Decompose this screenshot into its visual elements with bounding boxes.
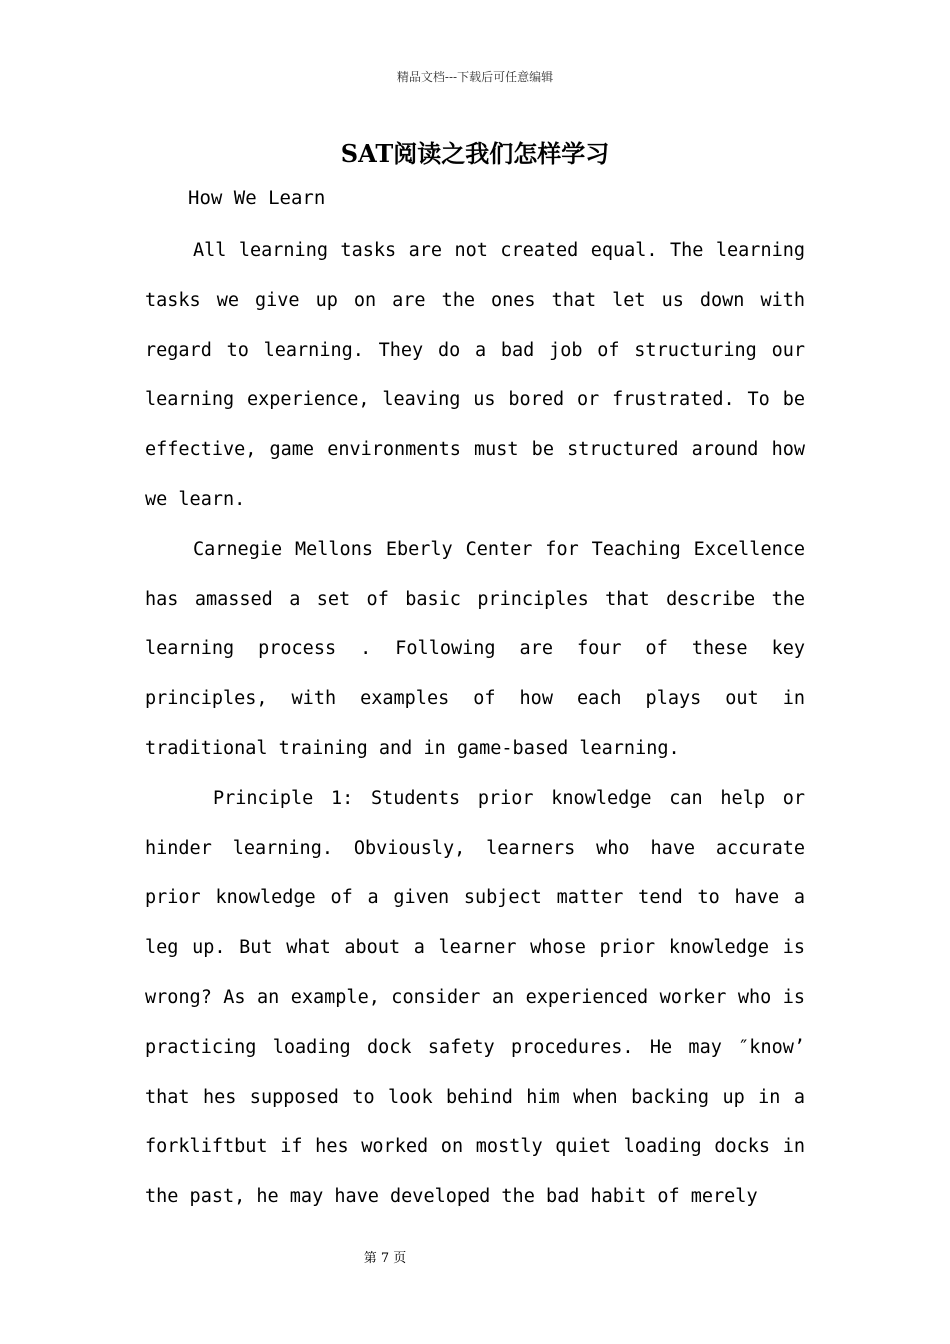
- document-subtitle: How We Learn: [188, 187, 326, 209]
- paragraph-1: All learning tasks are not created equal. The learning tasks we give up on are the ones that let us down with regard to learning. They do a bad job of structuring our learning experience, leaving us bored or frustrated. To be effective, game environments must be structured around how we learn.: [145, 240, 805, 510]
- document-title: SAT阅读之我们怎样学习: [340, 139, 610, 168]
- paragraph-2: Carnegie Mellons Eberly Center for Teaching Excellence has amassed a set of basic principles that describe the learning process . Following are four of these key principles, with examples of how each plays out in traditional training and in game-based learning.: [145, 538, 805, 759]
- document-body: [145, 226, 805, 1222]
- page-header: 精品文档---下载后可任意编辑: [396, 70, 554, 84]
- page-number: 第 7 页: [363, 1251, 407, 1266]
- paragraph-3: Principle 1: Students prior knowledge can help or hinder learning. Obviously, learners who have accurate prior knowledge of a given subject matter tend to have a leg up. But what about a learner whose prior knowledge is wrong? As an example, consider an experienced worker who is practicing loading dock safety procedures. He may ″know’ that hes supposed to look behind him when backing up in a forkliftbut if hes worked on mostly quiet loading docks in the past, he may have developed the bad habit of merely: [145, 787, 805, 1208]
